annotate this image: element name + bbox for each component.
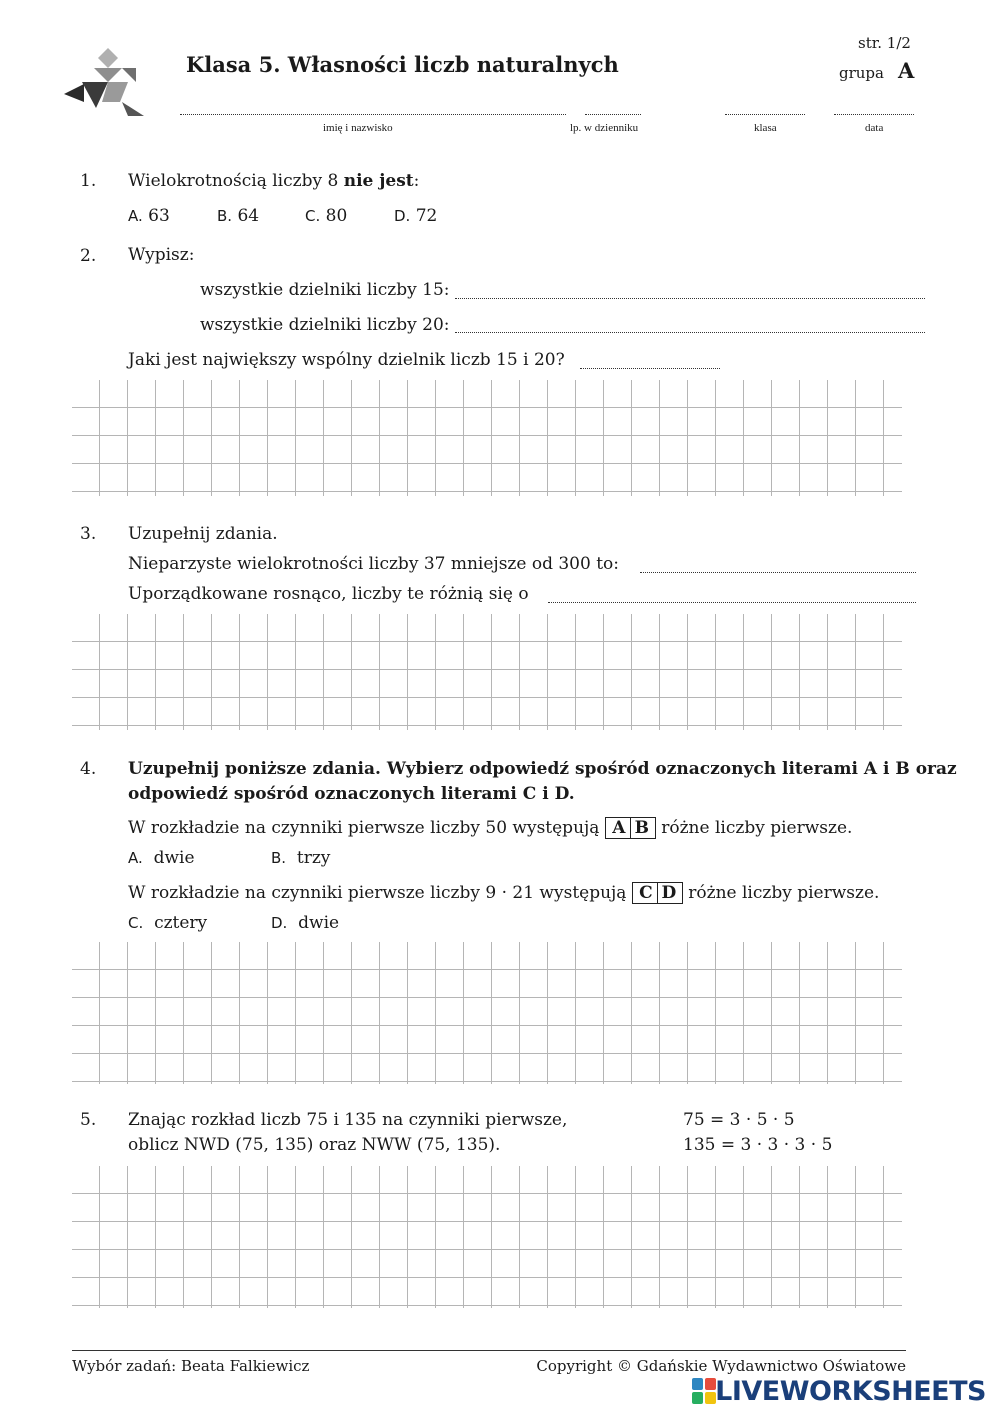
choice-b[interactable]: B bbox=[630, 818, 653, 838]
difference-answer[interactable] bbox=[548, 602, 916, 603]
factorization-135: 135 = 3 · 3 · 3 · 5 bbox=[683, 1135, 833, 1155]
option-text: 80 bbox=[325, 206, 348, 226]
question-3-line-1: Nieparzyste wielokrotności liczby 37 mniejsze od 300 to: bbox=[128, 554, 620, 574]
choice-box-cd[interactable] bbox=[632, 882, 683, 904]
option-letter: A. bbox=[128, 207, 143, 225]
publisher-logo bbox=[62, 46, 152, 122]
option-text: 63 bbox=[148, 206, 170, 226]
question-2-prompt: Wypisz: bbox=[128, 245, 195, 265]
group-label: grupa bbox=[839, 64, 884, 82]
page-number: str. 1/2 bbox=[858, 34, 911, 52]
sentence-text: W rozkładzie na czynniki pierwsze liczby 9 · 21 występują bbox=[128, 883, 627, 903]
divisors-15-answer[interactable] bbox=[455, 298, 925, 299]
divisors-20-answer[interactable] bbox=[455, 332, 925, 333]
answer-option-d[interactable] bbox=[394, 206, 437, 226]
option-letter: B. bbox=[271, 849, 287, 867]
logo-piece bbox=[122, 102, 144, 116]
prompt-text: Wielokrotnością liczby 8 bbox=[128, 171, 344, 191]
question-2-line-1: wszystkie dzielniki liczby 15: bbox=[200, 280, 450, 300]
prompt-text: : bbox=[413, 171, 420, 191]
class-field[interactable] bbox=[725, 114, 805, 115]
scratch-grid[interactable] bbox=[72, 1166, 902, 1308]
answer-option-b[interactable] bbox=[217, 206, 259, 226]
liveworksheets-logo-icon bbox=[692, 1378, 716, 1404]
group-value: A bbox=[898, 58, 915, 83]
question-number: 2. bbox=[80, 246, 97, 266]
odd-multiples-answer[interactable] bbox=[640, 572, 916, 573]
question-5-prompt-line-2: oblicz NWD (75, 135) oraz NWW (75, 135). bbox=[128, 1135, 501, 1155]
logo-piece bbox=[82, 82, 108, 108]
option-letter: C. bbox=[128, 914, 144, 932]
question-2-line-2: wszystkie dzielniki liczby 20: bbox=[200, 315, 450, 335]
logo-piece bbox=[122, 68, 136, 82]
class-field-label: klasa bbox=[754, 122, 777, 134]
logo-piece bbox=[98, 48, 118, 68]
name-field[interactable] bbox=[180, 114, 566, 115]
register-number-label: lp. w dzienniku bbox=[570, 122, 639, 134]
answer-option-b[interactable] bbox=[271, 848, 330, 868]
option-letter: A. bbox=[128, 849, 143, 867]
question-4-prompt-line-1: Uzupełnij poniższe zdania. Wybierz odpowiedź spośród oznaczonych literami A i B oraz bbox=[128, 759, 957, 779]
answer-option-d[interactable] bbox=[271, 913, 339, 933]
option-text: dwie bbox=[298, 913, 340, 933]
option-text: trzy bbox=[296, 848, 331, 868]
logo-piece bbox=[94, 68, 122, 82]
question-4-prompt-line-2: odpowiedź spośród oznaczonych literami C i D. bbox=[128, 784, 575, 804]
choice-c[interactable]: C bbox=[639, 883, 653, 903]
question-3-line-2: Uporządkowane rosnąco, liczby te różnią się o bbox=[128, 584, 529, 604]
footer-divider bbox=[72, 1350, 906, 1351]
option-letter: D. bbox=[271, 914, 288, 932]
factorization-75: 75 = 3 · 5 · 5 bbox=[683, 1110, 795, 1130]
question-number: 3. bbox=[80, 524, 97, 544]
sentence-text: W rozkładzie na czynniki pierwsze liczby 50 występują bbox=[128, 818, 600, 838]
answer-option-a[interactable] bbox=[128, 848, 195, 868]
date-field[interactable] bbox=[834, 114, 914, 115]
option-text: 72 bbox=[415, 206, 438, 226]
page-title: Klasa 5. Własności liczb naturalnych bbox=[186, 52, 619, 77]
question-number: 1. bbox=[80, 171, 97, 191]
choice-a[interactable]: A bbox=[612, 818, 626, 838]
prompt-emphasis: nie jest bbox=[343, 171, 414, 191]
question-1-prompt bbox=[128, 171, 419, 191]
choice-box-ab[interactable] bbox=[605, 817, 656, 839]
answer-option-c[interactable] bbox=[305, 206, 347, 226]
question-2-line-3: Jaki jest największy wspólny dzielnik liczb 15 i 20? bbox=[128, 350, 565, 370]
footer-author: Wybór zadań: Beata Falkiewicz bbox=[72, 1357, 310, 1375]
question-5-prompt-line-1: Znając rozkład liczb 75 i 135 na czynniki pierwsze, bbox=[128, 1110, 568, 1130]
option-letter: C. bbox=[305, 207, 321, 225]
option-text: 64 bbox=[237, 206, 260, 226]
choice-d[interactable]: D bbox=[657, 883, 680, 903]
register-number-field[interactable] bbox=[585, 114, 641, 115]
option-text: cztery bbox=[154, 913, 208, 933]
answer-option-c[interactable] bbox=[128, 913, 207, 933]
question-4-sentence-2 bbox=[128, 882, 879, 904]
sentence-text: różne liczby pierwsze. bbox=[688, 883, 880, 903]
scratch-grid[interactable] bbox=[72, 614, 902, 730]
logo-piece bbox=[64, 84, 84, 102]
question-number: 5. bbox=[80, 1110, 97, 1130]
answer-option-a[interactable] bbox=[128, 206, 170, 226]
question-number: 4. bbox=[80, 759, 97, 779]
question-3-prompt: Uzupełnij zdania. bbox=[128, 524, 278, 544]
question-4-sentence-1 bbox=[128, 817, 852, 839]
liveworksheets-watermark: LIVEWORKSHEETS bbox=[715, 1376, 986, 1407]
date-field-label: data bbox=[865, 122, 884, 134]
option-letter: D. bbox=[394, 207, 411, 225]
gcd-answer[interactable] bbox=[580, 368, 720, 369]
footer-copyright: Copyright © Gdańskie Wydawnictwo Oświatowe bbox=[536, 1357, 906, 1375]
option-text: dwie bbox=[153, 848, 195, 868]
scratch-grid[interactable] bbox=[72, 380, 902, 496]
sentence-text: różne liczby pierwsze. bbox=[661, 818, 853, 838]
option-letter: B. bbox=[217, 207, 233, 225]
scratch-grid[interactable] bbox=[72, 942, 902, 1084]
name-field-label: imię i nazwisko bbox=[323, 122, 393, 134]
